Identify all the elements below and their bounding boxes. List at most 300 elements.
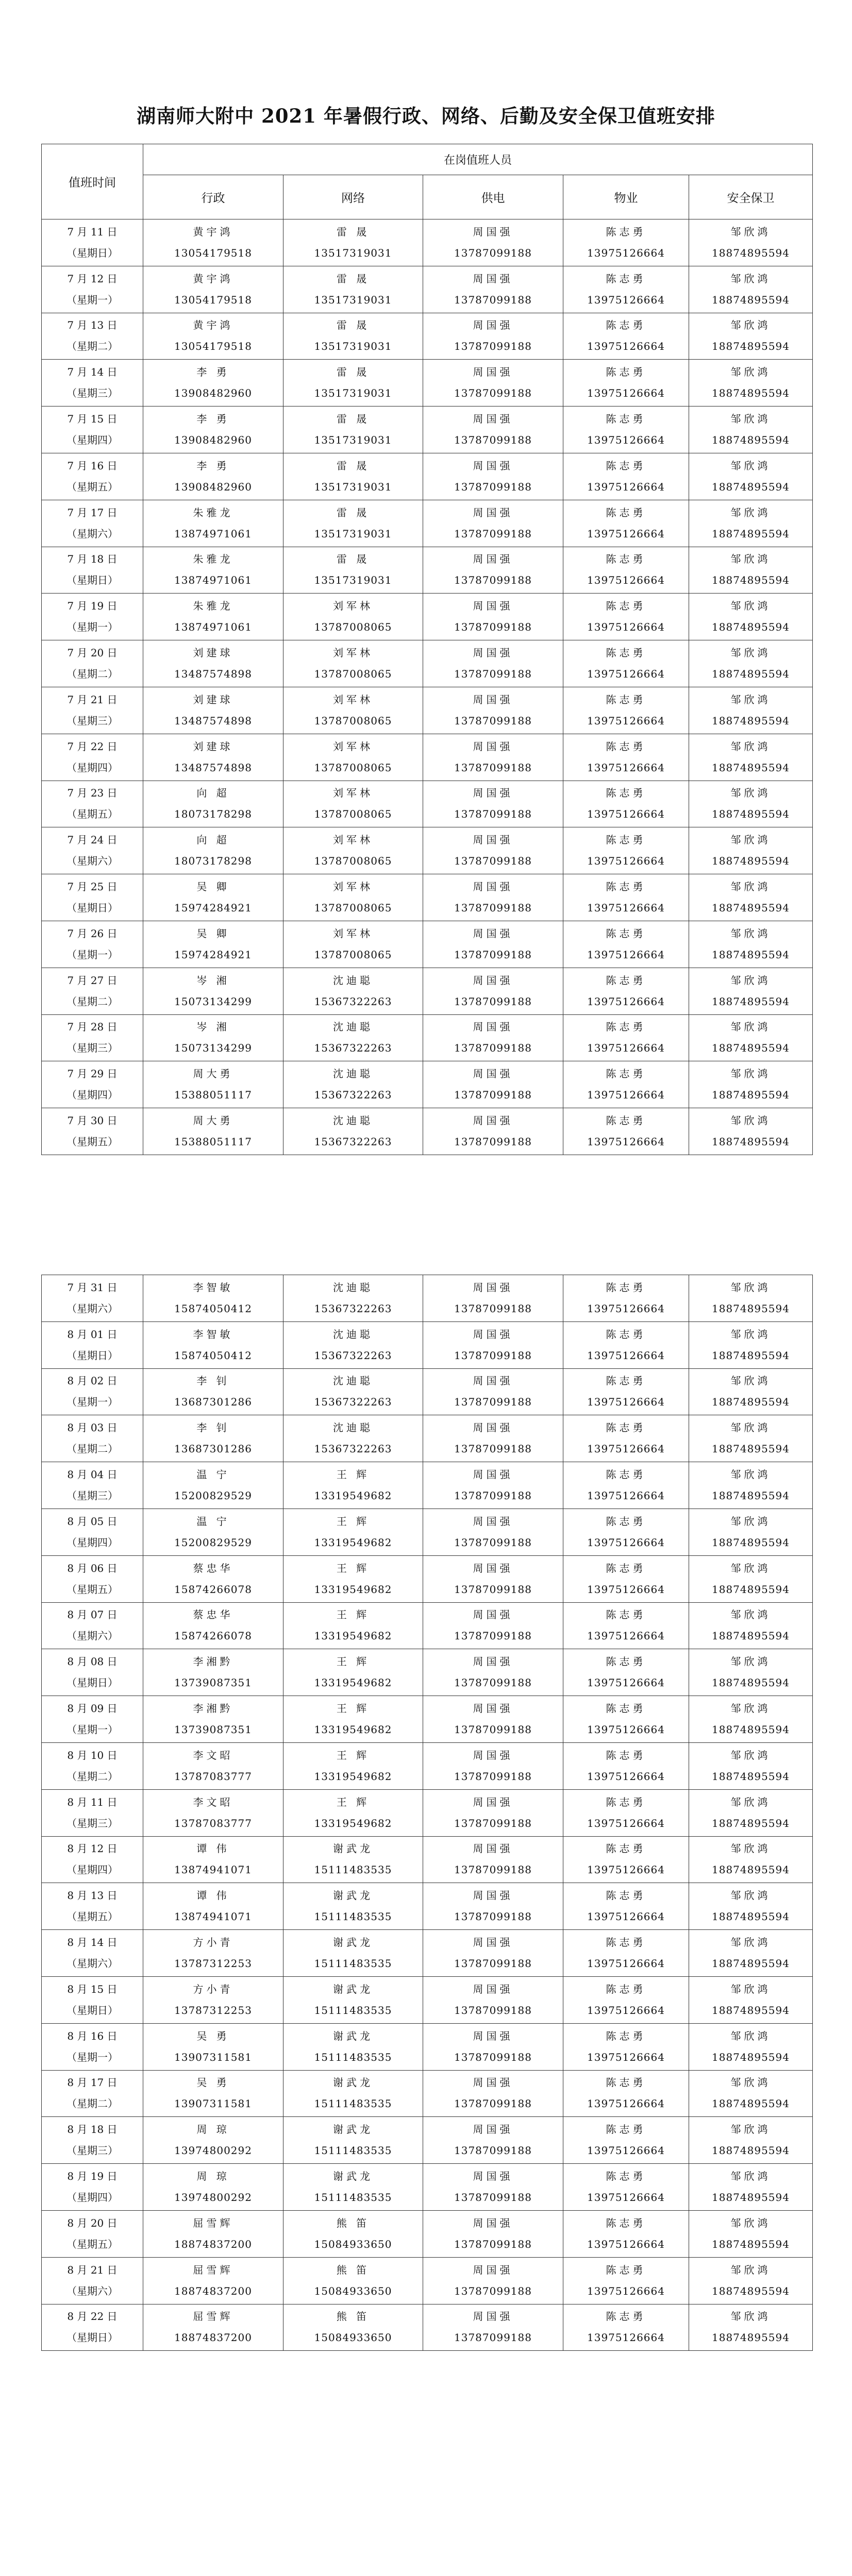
phone-number: 18874895594: [712, 1136, 790, 1148]
security-cell: [689, 874, 813, 921]
power-cell: [423, 640, 563, 687]
table-row: [42, 1415, 813, 1462]
phone-number: 18874895594: [712, 1676, 790, 1689]
header-admin: 行政: [143, 175, 283, 219]
header-property: 物业: [563, 175, 689, 219]
property-cell: [563, 1014, 689, 1061]
phone-number: 18874895594: [712, 2144, 790, 2157]
duty-table: [41, 1275, 813, 2351]
phone-number: 13975126664: [587, 2191, 665, 2204]
network-cell: [283, 453, 423, 500]
date-cell: [42, 1462, 143, 1509]
network-cell: [283, 1789, 423, 1836]
security-cell: [689, 1368, 813, 1415]
phone-number: 13975126664: [587, 2097, 665, 2110]
phone-number: 13975126664: [587, 1770, 665, 1783]
person-name: 周国强: [473, 1702, 513, 1715]
table-row: [42, 640, 813, 687]
person-name: 邹欣鸿: [730, 1936, 771, 1949]
network-cell: [283, 219, 423, 266]
person-name: 周国强: [473, 366, 513, 379]
security-cell: [689, 1602, 813, 1649]
person-name: 李智敏: [193, 1328, 233, 1341]
power-cell: [423, 687, 563, 734]
phone-number: 18874895594: [712, 1583, 790, 1596]
date-cell: [42, 1789, 143, 1836]
person-name: 陈志勇: [606, 1982, 646, 1995]
person-name: 周 琼: [196, 2170, 230, 2183]
phone-number: 13517319031: [314, 340, 392, 353]
security-cell: [689, 453, 813, 500]
person-name: 陈志勇: [606, 2123, 646, 2136]
date: 7 月 12 日: [67, 272, 118, 285]
person-name: 周国强: [473, 834, 513, 846]
phone-number: 13975126664: [587, 621, 665, 634]
date-cell: [42, 1976, 143, 2023]
table-row: [42, 1789, 813, 1836]
phone-number: 18874895594: [712, 340, 790, 353]
date-cell: [42, 1742, 143, 1789]
person-name: 周 琼: [196, 2123, 230, 2136]
person-name: 熊 笛: [336, 2216, 370, 2229]
phone-number: 15874050412: [174, 1349, 252, 1362]
date: 7 月 30 日: [67, 1114, 118, 1127]
person-name: 周国强: [473, 1328, 513, 1341]
property-cell: [563, 968, 689, 1014]
table-row: [42, 734, 813, 781]
phone-number: 13975126664: [587, 340, 665, 353]
person-name: 周国强: [473, 2170, 513, 2183]
date: 7 月 19 日: [67, 600, 118, 613]
phone-number: 15367322263: [314, 995, 392, 1008]
power-cell: [423, 1462, 563, 1509]
phone-number: 18874895594: [712, 2238, 790, 2250]
property-cell: [563, 687, 689, 734]
phone-number: 13787008065: [314, 714, 392, 727]
power-cell: [423, 1930, 563, 1977]
admin-cell: [143, 1930, 283, 1977]
person-name: 周国强: [473, 1021, 513, 1033]
phone-number: 13739087351: [174, 1723, 252, 1736]
person-name: 周国强: [473, 2310, 513, 2323]
phone-number: 15367322263: [314, 1349, 392, 1362]
table-row: [42, 781, 813, 827]
power-cell: [423, 1061, 563, 1108]
date-cell: [42, 921, 143, 968]
person-name: 李智敏: [193, 1281, 233, 1294]
person-name: 陈志勇: [606, 1281, 646, 1294]
power-cell: [423, 1014, 563, 1061]
phone-number: 13517319031: [314, 527, 392, 540]
person-name: 陈志勇: [606, 974, 646, 987]
network-cell: [283, 266, 423, 313]
date: 8 月 13 日: [67, 1889, 118, 1902]
property-cell: [563, 1415, 689, 1462]
phone-number: 18874895594: [712, 1817, 790, 1829]
person-name: 陈志勇: [606, 1114, 646, 1127]
table-row: [42, 1275, 813, 1322]
date: 7 月 16 日: [67, 459, 118, 472]
property-cell: [563, 1976, 689, 2023]
network-cell: [283, 734, 423, 781]
person-name: 谢武龙: [333, 1842, 373, 1855]
admin-cell: [143, 594, 283, 640]
phone-number: 13975126664: [587, 1089, 665, 1101]
person-name: 周国强: [473, 2123, 513, 2136]
property-cell: [563, 1509, 689, 1555]
person-name: 邹欣鸿: [730, 506, 771, 519]
table-row: [42, 2023, 813, 2070]
date-cell: [42, 453, 143, 500]
phone-number: 13517319031: [314, 293, 392, 306]
weekday: （星期一）: [66, 293, 118, 306]
power-cell: [423, 2304, 563, 2351]
person-name: 朱雅龙: [193, 506, 233, 519]
date: 8 月 21 日: [67, 2263, 118, 2276]
person-name: 雷 晟: [336, 272, 370, 285]
admin-cell: [143, 734, 283, 781]
weekday: （星期三）: [66, 1817, 118, 1829]
network-cell: [283, 360, 423, 406]
person-name: 邹欣鸿: [730, 1562, 771, 1574]
phone-number: 13787099188: [454, 2191, 532, 2204]
date: 8 月 17 日: [67, 2076, 118, 2089]
security-cell: [689, 1789, 813, 1836]
phone-number: 15367322263: [314, 1042, 392, 1055]
person-name: 屈雪辉: [193, 2216, 233, 2229]
person-name: 雷 晟: [336, 319, 370, 332]
phone-number: 18874895594: [712, 387, 790, 400]
date: 8 月 16 日: [67, 2029, 118, 2042]
phone-number: 13787099188: [454, 1089, 532, 1101]
security-cell: [689, 1976, 813, 2023]
phone-number: 13975126664: [587, 480, 665, 493]
phone-number: 13787312253: [174, 2004, 252, 2016]
phone-number: 18874895594: [712, 714, 790, 727]
table-row: [42, 406, 813, 453]
security-cell: [689, 1014, 813, 1061]
weekday: （星期日）: [66, 1676, 118, 1689]
person-name: 陈志勇: [606, 2029, 646, 2042]
person-name: 陈志勇: [606, 2076, 646, 2089]
admin-cell: [143, 1321, 283, 1368]
weekday: （星期一）: [66, 621, 118, 634]
network-cell: [283, 1462, 423, 1509]
weekday: （星期五）: [66, 480, 118, 493]
phone-number: 15974284921: [174, 902, 252, 914]
person-name: 邹欣鸿: [730, 225, 771, 238]
phone-number: 13975126664: [587, 1723, 665, 1736]
phone-number: 13787099188: [454, 2097, 532, 2110]
date-cell: [42, 360, 143, 406]
weekday: （星期六）: [66, 1302, 118, 1315]
person-name: 岑 湘: [196, 974, 230, 987]
person-name: 周国强: [473, 1562, 513, 1574]
date-cell: [42, 1930, 143, 1977]
person-name: 邹欣鸿: [730, 1982, 771, 1995]
date: 7 月 11 日: [67, 225, 118, 238]
phone-number: 13787099188: [454, 1863, 532, 1876]
property-cell: [563, 2164, 689, 2211]
person-name: 谢武龙: [333, 2170, 373, 2183]
weekday: （星期六）: [66, 855, 118, 868]
security-cell: [689, 687, 813, 734]
property-cell: [563, 1368, 689, 1415]
phone-number: 13739087351: [174, 1676, 252, 1689]
network-cell: [283, 1368, 423, 1415]
person-name: 向 超: [196, 787, 230, 800]
date: 7 月 15 日: [67, 413, 118, 426]
phone-number: 18874895594: [712, 574, 790, 587]
table-row: [42, 1649, 813, 1696]
person-name: 邹欣鸿: [730, 1608, 771, 1621]
weekday: （星期三）: [66, 1042, 118, 1055]
date-cell: [42, 219, 143, 266]
phone-number: 13975126664: [587, 2004, 665, 2016]
admin-cell: [143, 1108, 283, 1155]
security-cell: [689, 1061, 813, 1108]
property-cell: [563, 1462, 689, 1509]
phone-number: 13787099188: [454, 1443, 532, 1455]
phone-number: 18874837200: [174, 2331, 252, 2344]
phone-number: 13975126664: [587, 434, 665, 447]
phone-number: 13874941071: [174, 1910, 252, 1923]
table-row: [42, 500, 813, 547]
property-cell: [563, 2070, 689, 2117]
security-cell: [689, 2117, 813, 2164]
person-name: 陈志勇: [606, 1468, 646, 1481]
property-cell: [563, 1836, 689, 1883]
power-cell: [423, 266, 563, 313]
date-cell: [42, 2023, 143, 2070]
phone-number: 13975126664: [587, 668, 665, 681]
person-name: 陈志勇: [606, 787, 646, 800]
person-name: 邹欣鸿: [730, 740, 771, 753]
weekday: （星期六）: [66, 1957, 118, 1970]
admin-cell: [143, 1883, 283, 1930]
phone-number: 18874895594: [712, 2331, 790, 2344]
weekday: （星期五）: [66, 1136, 118, 1148]
phone-number: 13787099188: [454, 1042, 532, 1055]
phone-number: 13787099188: [454, 761, 532, 774]
person-name: 邹欣鸿: [730, 1067, 771, 1080]
person-name: 方小青: [193, 1982, 233, 1995]
date: 7 月 17 日: [67, 506, 118, 519]
person-name: 黄宇鸿: [193, 272, 233, 285]
phone-number: 13975126664: [587, 714, 665, 727]
phone-number: 18874895594: [712, 1630, 790, 1642]
network-cell: [283, 2257, 423, 2304]
weekday: （星期二）: [66, 1770, 118, 1783]
phone-number: 18874895594: [712, 1489, 790, 1502]
network-cell: [283, 640, 423, 687]
weekday: （星期日）: [66, 1349, 118, 1362]
phone-number: 13787099188: [454, 1349, 532, 1362]
admin-cell: [143, 219, 283, 266]
admin-cell: [143, 266, 283, 313]
person-name: 周国强: [473, 1468, 513, 1481]
power-cell: [423, 2023, 563, 2070]
power-cell: [423, 827, 563, 874]
person-name: 邹欣鸿: [730, 880, 771, 893]
person-name: 谢武龙: [333, 1982, 373, 1995]
phone-number: 13687301286: [174, 1396, 252, 1409]
security-cell: [689, 1462, 813, 1509]
power-cell: [423, 1368, 563, 1415]
date-cell: [42, 547, 143, 594]
date: 7 月 24 日: [67, 834, 118, 846]
person-name: 邹欣鸿: [730, 366, 771, 379]
duty-table: [41, 144, 813, 1155]
person-name: 邹欣鸿: [730, 974, 771, 987]
property-cell: [563, 874, 689, 921]
weekday: （星期日）: [66, 2004, 118, 2016]
person-name: 陈志勇: [606, 880, 646, 893]
phone-number: 13517319031: [314, 387, 392, 400]
person-name: 李 钊: [196, 1375, 230, 1387]
person-name: 沈迪聪: [333, 1328, 373, 1341]
phone-number: 13787008065: [314, 948, 392, 961]
person-name: 陈志勇: [606, 366, 646, 379]
security-cell: [689, 1275, 813, 1322]
person-name: 陈志勇: [606, 1562, 646, 1574]
phone-number: 15388051117: [174, 1136, 252, 1148]
date-cell: [42, 594, 143, 640]
person-name: 邹欣鸿: [730, 1795, 771, 1808]
power-cell: [423, 1742, 563, 1789]
network-cell: [283, 1014, 423, 1061]
property-cell: [563, 1789, 689, 1836]
power-cell: [423, 968, 563, 1014]
admin-cell: [143, 827, 283, 874]
network-cell: [283, 2164, 423, 2211]
admin-cell: [143, 1789, 283, 1836]
security-cell: [689, 2210, 813, 2257]
person-name: 邹欣鸿: [730, 272, 771, 285]
person-name: 周国强: [473, 1421, 513, 1434]
person-name: 周国强: [473, 2263, 513, 2276]
phone-number: 13787008065: [314, 621, 392, 634]
header-power: 供电: [423, 175, 563, 219]
person-name: 吴 卿: [196, 927, 230, 940]
phone-number: 15367322263: [314, 1089, 392, 1101]
phone-number: 15367322263: [314, 1443, 392, 1455]
property-cell: [563, 266, 689, 313]
table-row: [42, 2304, 813, 2351]
phone-number: 13787008065: [314, 902, 392, 914]
security-cell: [689, 2070, 813, 2117]
person-name: 刘建球: [193, 740, 233, 753]
network-cell: [283, 1742, 423, 1789]
phone-number: 13319549682: [314, 1489, 392, 1502]
person-name: 邹欣鸿: [730, 1515, 771, 1528]
person-name: 刘军林: [333, 834, 373, 846]
person-name: 吴 卿: [196, 880, 230, 893]
phone-number: 13975126664: [587, 574, 665, 587]
network-cell: [283, 1415, 423, 1462]
date-cell: [42, 1883, 143, 1930]
security-cell: [689, 1883, 813, 1930]
phone-number: 13787099188: [454, 480, 532, 493]
table-row: [42, 1014, 813, 1061]
weekday: （星期三）: [66, 2144, 118, 2157]
person-name: 李 勇: [196, 459, 230, 472]
admin-cell: [143, 1061, 283, 1108]
person-name: 向 超: [196, 834, 230, 846]
phone-number: 13975126664: [587, 1910, 665, 1923]
property-cell: [563, 1061, 689, 1108]
date: 8 月 20 日: [67, 2216, 118, 2229]
property-cell: [563, 360, 689, 406]
security-cell: [689, 313, 813, 360]
property-cell: [563, 1696, 689, 1743]
network-cell: [283, 2117, 423, 2164]
phone-number: 15874050412: [174, 1302, 252, 1315]
power-cell: [423, 313, 563, 360]
table-row: [42, 219, 813, 266]
person-name: 陈志勇: [606, 1515, 646, 1528]
phone-number: 13787099188: [454, 2144, 532, 2157]
date: 7 月 28 日: [67, 1021, 118, 1033]
weekday: （星期五）: [66, 808, 118, 821]
weekday: （星期日）: [66, 902, 118, 914]
weekday: （星期日）: [66, 246, 118, 259]
phone-number: 18874895594: [712, 480, 790, 493]
person-name: 刘军林: [333, 880, 373, 893]
date: 8 月 06 日: [67, 1562, 118, 1574]
network-cell: [283, 1930, 423, 1977]
person-name: 周国强: [473, 553, 513, 566]
phone-number: 13787099188: [454, 2050, 532, 2063]
property-cell: [563, 827, 689, 874]
phone-number: 13319549682: [314, 1630, 392, 1642]
table-row: [42, 2117, 813, 2164]
person-name: 陈志勇: [606, 2170, 646, 2183]
weekday: （星期一）: [66, 2050, 118, 2063]
date-cell: [42, 1836, 143, 1883]
phone-number: 13487574898: [174, 761, 252, 774]
security-cell: [689, 2164, 813, 2211]
phone-number: 13787099188: [454, 1723, 532, 1736]
table-row: [42, 1696, 813, 1743]
weekday: （星期一）: [66, 1723, 118, 1736]
person-name: 邹欣鸿: [730, 1021, 771, 1033]
date: 7 月 29 日: [67, 1067, 118, 1080]
date-cell: [42, 266, 143, 313]
network-cell: [283, 1275, 423, 1322]
phone-number: 13319549682: [314, 1817, 392, 1829]
network-cell: [283, 1883, 423, 1930]
property-cell: [563, 547, 689, 594]
phone-number: 13787099188: [454, 246, 532, 259]
weekday: （星期日）: [66, 2331, 118, 2344]
date: 8 月 18 日: [67, 2123, 118, 2136]
phone-number: 18874895594: [712, 527, 790, 540]
phone-number: 13975126664: [587, 2144, 665, 2157]
property-cell: [563, 1883, 689, 1930]
date: 7 月 25 日: [67, 880, 118, 893]
phone-number: 15111483535: [314, 1957, 392, 1970]
person-name: 刘军林: [333, 740, 373, 753]
power-cell: [423, 1415, 563, 1462]
date: 7 月 22 日: [67, 740, 118, 753]
phone-number: 18874895594: [712, 1042, 790, 1055]
power-cell: [423, 1649, 563, 1696]
admin-cell: [143, 781, 283, 827]
admin-cell: [143, 1275, 283, 1322]
person-name: 周国强: [473, 1795, 513, 1808]
phone-number: 13874971061: [174, 527, 252, 540]
